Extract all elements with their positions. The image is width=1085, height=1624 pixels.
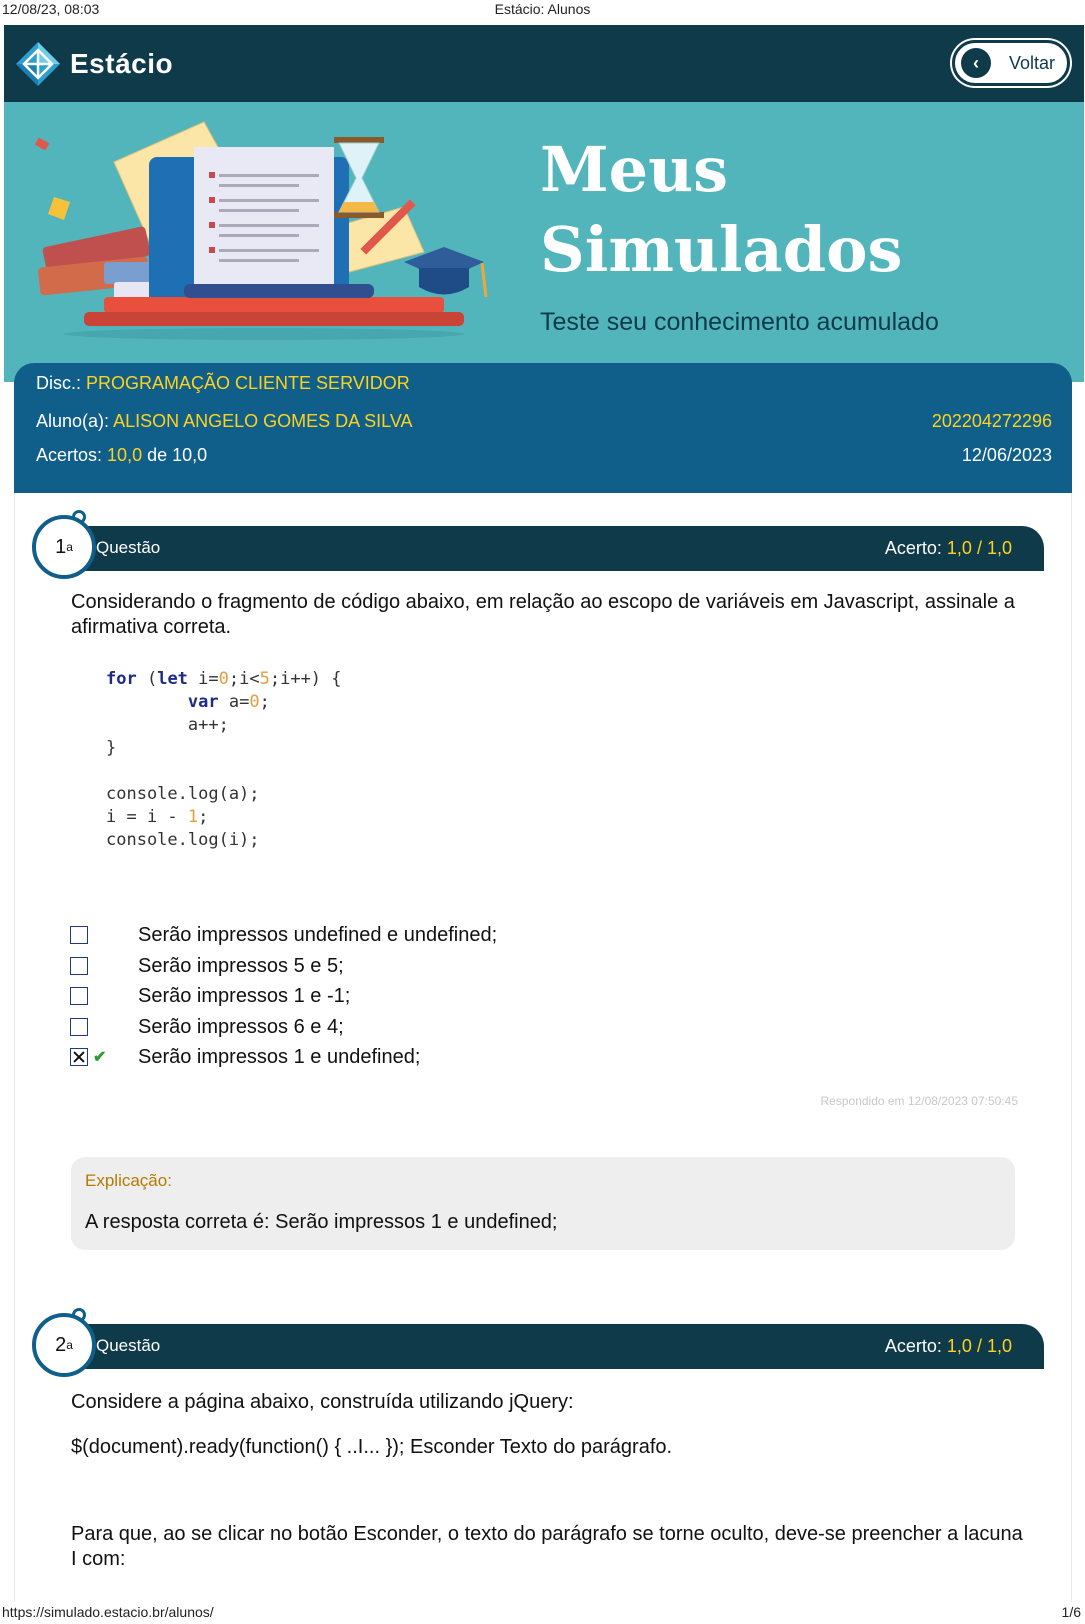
acerto-value: 1,0: [946, 1336, 972, 1356]
student-name: ALISON ANGELO GOMES DA SILVA: [113, 411, 413, 431]
code-token: console.log(a);: [106, 784, 260, 804]
code-token: 5: [259, 669, 270, 689]
answer-checkbox[interactable]: [70, 957, 88, 975]
answer-checkbox[interactable]: [70, 1048, 88, 1066]
estacio-logo[interactable]: [14, 39, 173, 89]
explanation-box: [71, 1157, 1015, 1250]
code-token: ;: [198, 807, 209, 827]
score-row: [36, 445, 207, 466]
discipline-row: [36, 373, 410, 394]
code-snippet: [106, 668, 342, 852]
question-text-2: Considere a página abaixo, construída utilizando jQuery:: [71, 1391, 574, 1413]
code-token: [106, 692, 188, 712]
code-line: [106, 829, 342, 852]
question-number-badge-2: [32, 1313, 96, 1377]
question-code-text-2: $(document).ready(function() { ..I... }); Esconder Texto do parágrafo.: [71, 1436, 673, 1458]
discipline-value: PROGRAMAÇÃO CLIENTE SERVIDOR: [86, 373, 410, 393]
answer-option-label: Serão impressos 1 e undefined;: [138, 1045, 421, 1068]
back-button-label: Voltar: [1009, 52, 1056, 73]
student-label: Aluno(a):: [36, 411, 110, 431]
code-token: ;i++) {: [269, 669, 342, 689]
question-score: [885, 538, 1012, 559]
question-number: 2: [55, 1333, 67, 1356]
score-value: 10,0: [107, 445, 143, 465]
answered-timestamp: Respondido em 12/08/2023 07:50:45: [820, 1094, 1018, 1108]
explanation-text: A resposta correta é: Serão impressos 1 e undefined;: [85, 1211, 558, 1233]
code-line: [106, 737, 342, 760]
code-token: }: [106, 738, 117, 758]
answer-option-label: Serão impressos 6 e 4;: [138, 1015, 344, 1038]
student-id: 202204272296: [931, 411, 1052, 431]
code-token: 0: [218, 669, 229, 689]
page-title-line2: Simulados: [540, 213, 903, 286]
question-text-1: Considerando o fragmento de código abaixo, em relação ao escopo de variáveis em Javascript, assinale a afirmativa correta.: [71, 591, 1015, 638]
code-token: 0: [249, 692, 260, 712]
print-header: [0, 0, 1085, 22]
student-row: [36, 411, 413, 432]
print-datetime: 12/08/23, 08:03: [2, 1, 100, 17]
score-label: Acertos:: [36, 445, 103, 465]
code-line: [106, 714, 342, 737]
code-token: for: [106, 669, 137, 689]
code-token: var: [187, 692, 219, 712]
code-token: a=: [218, 692, 250, 712]
code-token: ;i<: [228, 669, 260, 689]
discipline-label: Disc.:: [36, 373, 81, 393]
back-button[interactable]: [952, 40, 1070, 86]
exam-date: 12/06/2023: [961, 445, 1052, 465]
score-total: de 10,0: [147, 445, 208, 465]
question-number: 1: [55, 535, 67, 558]
code-line: [106, 760, 342, 783]
question-ordinal: a: [66, 540, 73, 554]
acerto-total: 1,0: [986, 1336, 1012, 1356]
exam-info-panel: [14, 363, 1072, 493]
acerto-total: 1,0: [986, 538, 1012, 558]
hero-banner: [4, 102, 1084, 382]
code-token: console.log(i);: [106, 830, 260, 850]
code-line: [106, 783, 342, 806]
code-token: let: [157, 669, 188, 689]
study-illustration: [4, 102, 504, 382]
question-header-1: [62, 526, 1044, 571]
question-header-2: [62, 1324, 1044, 1369]
answer-checkbox[interactable]: [70, 926, 88, 944]
question-ordinal: a: [66, 1338, 73, 1352]
top-navbar: [4, 25, 1084, 102]
explanation-title: Explicação:: [85, 1171, 172, 1190]
code-line: [106, 806, 342, 829]
print-url: https://simulado.estacio.br/alunos/: [2, 1604, 214, 1620]
acerto-value: 1,0: [946, 538, 972, 558]
question-label: Questão: [96, 538, 161, 557]
answer-checkbox[interactable]: [70, 1018, 88, 1036]
answer-option-label: Serão impressos undefined e undefined;: [138, 923, 498, 946]
question-prompt-2: Para que, ao se clicar no botão Esconder, o texto do parágrafo se torne oculto, deve-se preencher a lacuna I com:: [71, 1523, 1023, 1570]
answer-option[interactable]: [70, 983, 351, 1009]
logo-text: Estácio: [70, 48, 174, 79]
acerto-separator: /: [976, 538, 982, 558]
code-token: i=: [187, 669, 219, 689]
code-line: [106, 691, 342, 714]
page-title: [540, 130, 902, 290]
code-token: a++;: [106, 715, 229, 735]
answer-option[interactable]: [70, 953, 344, 979]
estacio-logo-icon: [14, 40, 62, 88]
acerto-separator: /: [976, 1336, 982, 1356]
chevron-left-icon: ‹: [961, 48, 991, 78]
code-token: 1: [187, 807, 199, 827]
question-score: [885, 1336, 1012, 1357]
answer-option[interactable]: [70, 1044, 421, 1070]
answer-option[interactable]: [70, 1014, 344, 1040]
acerto-label: Acerto:: [884, 1336, 942, 1356]
correct-check-icon: ✔: [93, 1049, 107, 1066]
question-label: Questão: [96, 1336, 161, 1355]
page-subtitle: Teste seu conhecimento acumulado: [540, 308, 939, 336]
answer-option-label: Serão impressos 5 e 5;: [138, 954, 344, 977]
answer-option[interactable]: [70, 922, 498, 948]
print-page-number: 1/6: [1061, 1604, 1081, 1620]
answer-option-label: Serão impressos 1 e -1;: [138, 984, 351, 1007]
print-footer: [0, 1602, 1085, 1624]
answer-checkbox[interactable]: [70, 987, 88, 1005]
code-token: ;: [259, 692, 270, 712]
print-title: Estácio: Alunos: [494, 1, 591, 17]
page-title-line1: Meus: [540, 133, 729, 206]
code-line: [106, 668, 342, 691]
question-number-badge-1: [32, 515, 96, 579]
code-token: (: [136, 669, 158, 689]
code-token: i = i -: [106, 807, 188, 827]
acerto-label: Acerto:: [884, 538, 942, 558]
